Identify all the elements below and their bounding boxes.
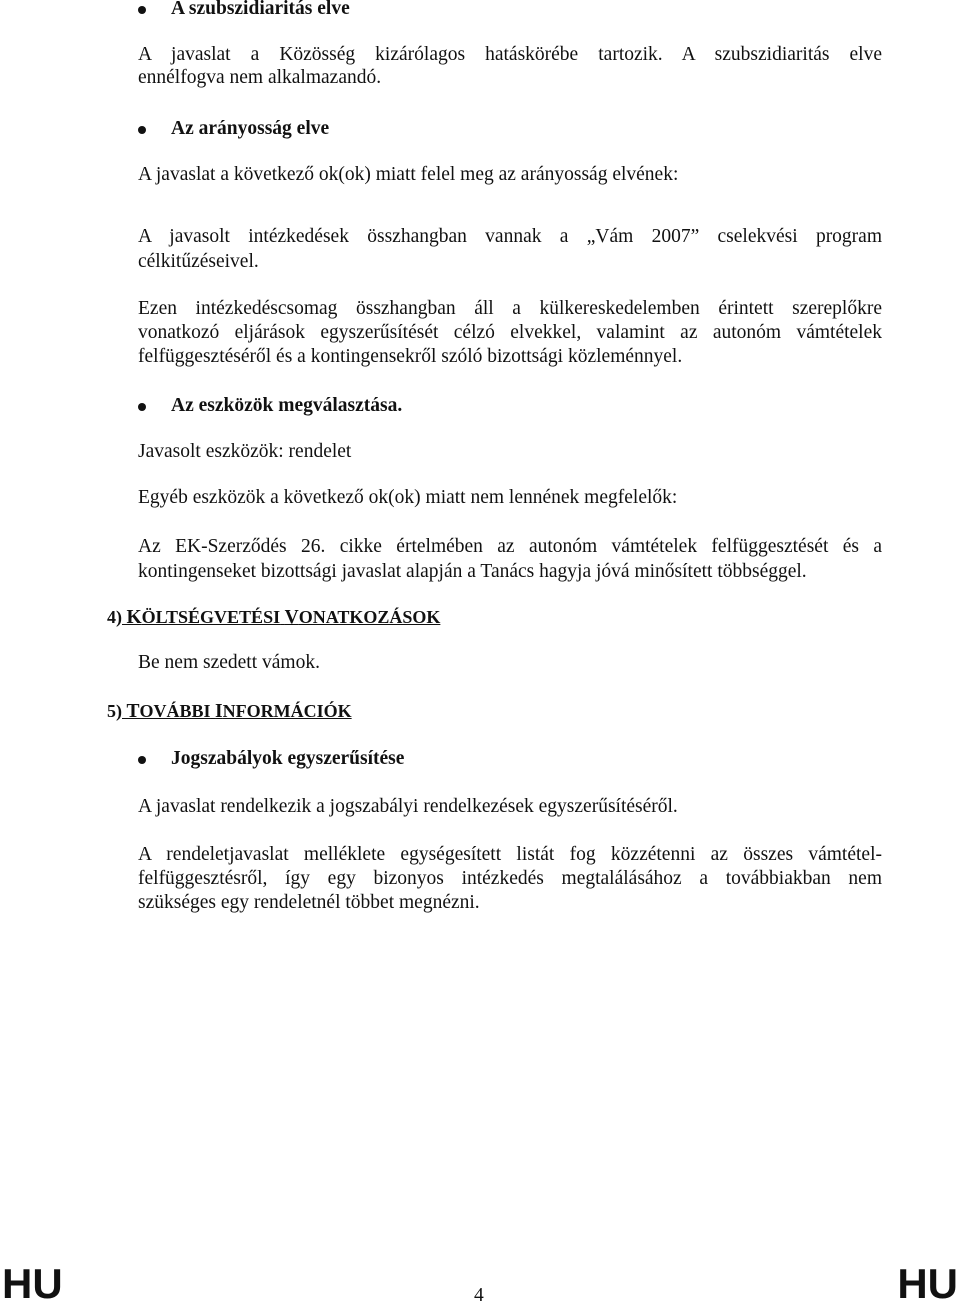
paragraph-ec-treaty: Az EK-Szerződés 26. cikke értelmében az autonóm vámtételek felfüggesztését és a kontingenseket bizottsági javaslat alapján a Tanács hagyja jóvá minősített többséggel.: [138, 536, 882, 582]
bullet-dot: [138, 6, 146, 14]
paragraph-proportionality-package: Ezen intézkedéscsomag összhangban áll a külkereskedelemben érintett szereplőkre vonatkozó eljárások egyszerűsítését célzó elvekkel, valamint az autonóm vámtételek felfüggesztéséről és a kontingensekről szóló bizottsági közleménnyel.: [138, 298, 882, 367]
section-4-heading: 4) KÖLTSÉGVETÉSI VONATKOZÁSOK: [107, 607, 441, 628]
paragraph-annex: A rendeletjavaslat melléklete egységesített listát fog közzétenni az összes vámtétel- felfüggesztésről, így egy bizonyos intézkedés megtalálásához a továbbiakban nem szükséges egy rendeletnél többet megnézni.: [138, 844, 882, 913]
bullet-dot: [138, 756, 146, 764]
paragraph-other-instruments: Egyéb eszközök a következő ok(ok) miatt nem lennének megfelelők:: [138, 487, 678, 508]
paragraph-simplification: A javaslat rendelkezik a jogszabályi rendelkezések egyszerűsítéséről.: [138, 796, 678, 817]
section-5-heading: 5) TOVÁBBI INFORMÁCIÓK: [107, 701, 352, 722]
paragraph-proportionality-measures: A javasolt intézkedések összhangban vannak a „Vám 2007” cselekvési program célkitűzéseivel.: [138, 226, 882, 272]
paragraph-subsidiarity: A javaslat a Közösség kizárólagos hatáskörébe tartozik. A szubszidiaritás elve ennélfogva nem alkalmazandó.: [138, 44, 882, 88]
page-number: 4: [474, 1285, 484, 1306]
heading-subsidiarity: A szubszidiaritás elve: [171, 0, 350, 19]
heading-instruments: Az eszközök megválasztása.: [171, 395, 403, 416]
footer-language-left: HU: [2, 1260, 63, 1307]
footer-language-right: HU: [897, 1260, 958, 1307]
paragraph-proportionality-intro: A javaslat a következő ok(ok) miatt felel meg az arányosság elvének:: [138, 164, 679, 185]
paragraph-proposed-instruments: Javasolt eszközök: rendelet: [138, 441, 352, 462]
bullet-dot: [138, 403, 146, 411]
heading-proportionality: Az arányosság elve: [171, 118, 330, 139]
heading-simplification: Jogszabályok egyszerűsítése: [171, 748, 405, 769]
bullet-dot: [138, 126, 146, 134]
paragraph-budget: Be nem szedett vámok.: [138, 652, 320, 673]
